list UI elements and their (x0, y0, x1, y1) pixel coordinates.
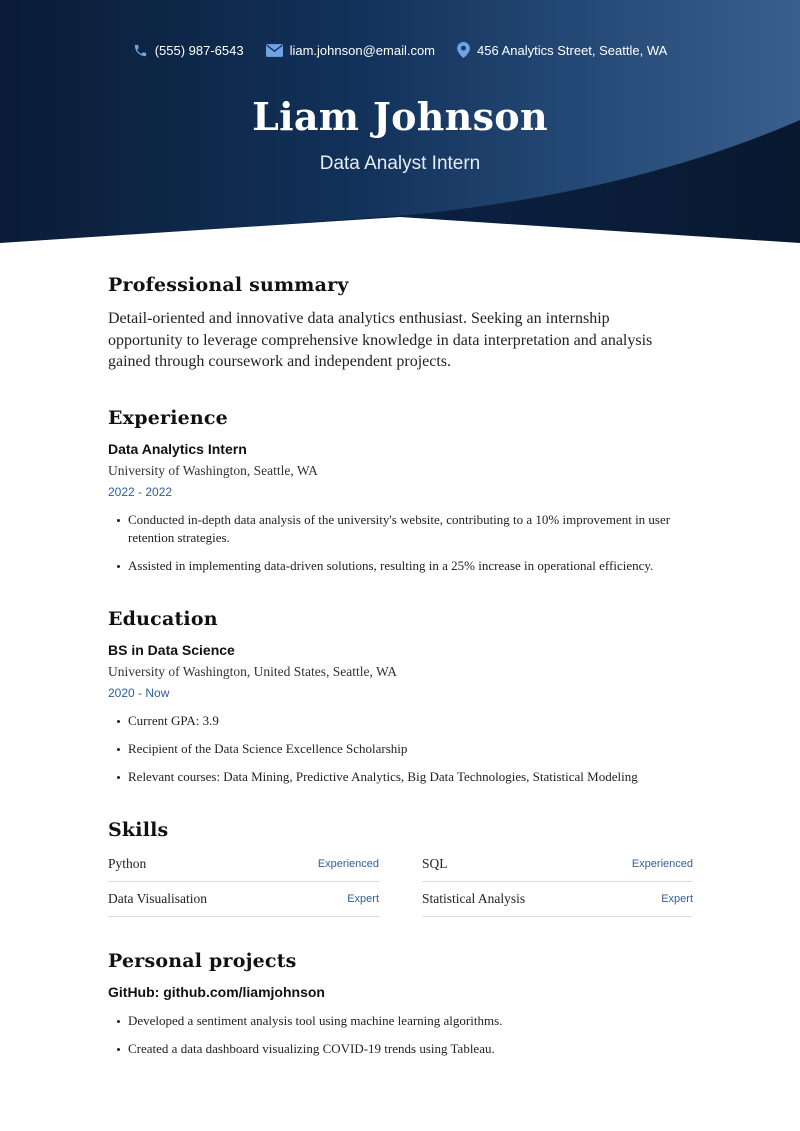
experience-heading: Experience (108, 406, 228, 429)
projects-bullets (108, 1012, 708, 1058)
skill-row (108, 882, 379, 917)
list-item: Recipient of the Data Science Excellence Scholarship (108, 740, 708, 758)
list-item: Relevant courses: Data Mining, Predictive Analytics, Big Data Technologies, Statistical Modeling (108, 768, 748, 786)
email-text[interactable]: liam.johnson@email.com (289, 42, 436, 58)
contact-row (0, 40, 800, 60)
list-item: Conducted in-depth data analysis of the university's website, contributing to a 10% improvement in user retention strategies. (108, 511, 708, 547)
education-heading: Education (108, 607, 218, 630)
candidate-name: Liam Johnson (252, 94, 548, 139)
summary-section (108, 274, 708, 373)
experience-job-title: Data Analytics Intern (108, 440, 247, 457)
skill-name: Data Visualisation (108, 890, 208, 906)
skills-column-left (108, 847, 379, 917)
candidate-title: Data Analyst Intern (319, 153, 481, 174)
skill-row (422, 847, 693, 882)
summary-heading: Professional summary (108, 274, 349, 296)
skill-name: SQL (422, 855, 448, 871)
skill-level: Experienced (317, 857, 379, 870)
experience-section (108, 407, 708, 575)
location-pin-icon (457, 42, 470, 58)
list-item: Current GPA: 3.9 (108, 712, 708, 730)
skill-level: Expert (661, 892, 693, 905)
contact-email (266, 40, 435, 60)
experience-date: 2022 - 2022 (108, 484, 173, 499)
email-icon (266, 44, 283, 57)
list-item: Assisted in implementing data-driven solutions, resulting in a 25% increase in operational efficiency. (108, 557, 738, 575)
resume-content (108, 274, 708, 1058)
skills-section (108, 819, 708, 917)
experience-org: University of Washington, Seattle, WA (108, 462, 318, 478)
projects-heading: Personal projects (108, 949, 297, 972)
contact-phone (133, 40, 244, 60)
summary-text: Detail-oriented and innovative data analytics enthusiast. Seeking an internship opportunity to leverage comprehensive knowledge in data interpretation and analysis gained through coursework and independent projects. (108, 310, 653, 370)
skill-level: Experienced (631, 857, 693, 870)
skills-heading: Skills (108, 818, 169, 841)
skill-name: Statistical Analysis (422, 890, 526, 906)
experience-bullets (108, 511, 708, 575)
education-bullets (108, 712, 708, 786)
skill-row (108, 847, 379, 882)
education-section (108, 608, 708, 786)
projects-section (108, 950, 708, 1058)
education-org: University of Washington, United States, Seattle, WA (108, 663, 398, 679)
skills-grid (108, 847, 708, 917)
phone-text[interactable]: (555) 987-6543 (154, 42, 244, 58)
contact-address (457, 40, 667, 60)
projects-github-link[interactable]: GitHub: github.com/liamjohnson (108, 983, 325, 1000)
skill-name: Python (108, 855, 147, 871)
phone-icon (133, 43, 148, 58)
education-date: 2020 - Now (108, 685, 170, 700)
address-text: 456 Analytics Street, Seattle, WA (477, 42, 668, 58)
list-item: Created a data dashboard visualizing COVID-19 trends using Tableau. (108, 1040, 708, 1058)
resume-header (0, 0, 800, 245)
list-item: Developed a sentiment analysis tool using machine learning algorithms. (108, 1012, 708, 1030)
education-degree: BS in Data Science (108, 641, 235, 658)
skill-level: Expert (347, 892, 379, 905)
skill-row (422, 882, 693, 917)
skills-column-right (422, 847, 693, 917)
